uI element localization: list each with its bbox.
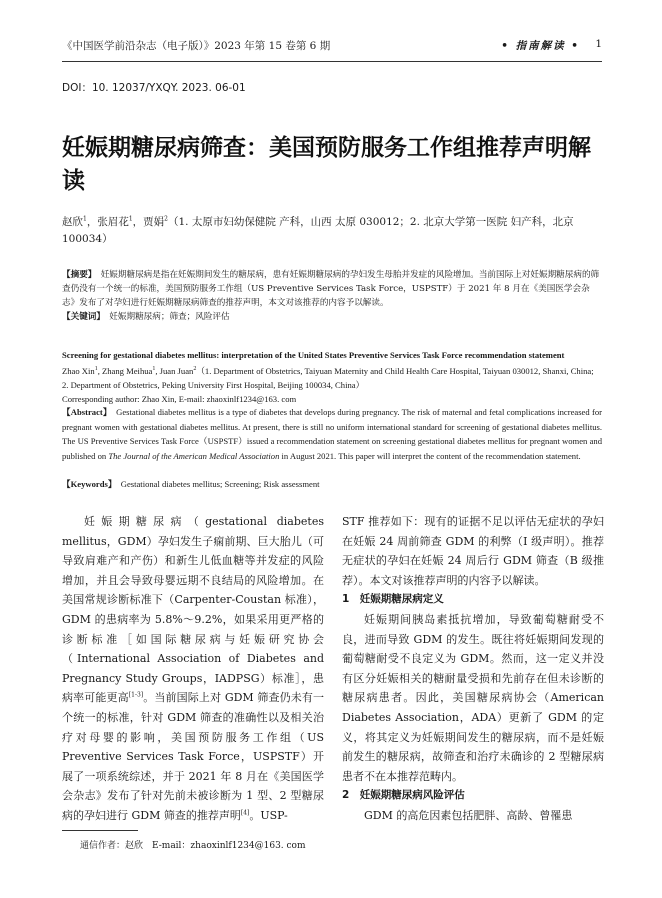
keywords-text: 妊娠期糖尿病；筛查；风险评估 bbox=[109, 312, 230, 322]
english-affiliations: （1. Department of Obstetrics, Taiyuan Maternity and Child Health Care Hospital, Taiyuan 030012, Shanxi, China; 2. Department of Obstetrics, Peking University First Hospital, Beijing 100034, China） bbox=[62, 366, 594, 391]
english-keywords-label: 【Keywords】 bbox=[62, 479, 113, 489]
article-title: 妊娠期糖尿病筛查：美国预防服务工作组推荐声明解读 bbox=[62, 135, 591, 194]
definition-paragraph: 妊娠期间胰岛素抵抗增加，导致葡萄糖耐受不良，进而导致 GDM 的发生。既往将妊娠期间发现的葡萄糖耐受不良定义为 GDM。然而，这一定义并没有区分妊娠相关的糖耐量受损和先前存在但未诊断的糖尿病患者。因此，美国糖尿病协会（American Diabetes Association，ADA）更新了 GDM 的定义，将其定义为妊娠期间发生的糖尿病，而不是妊娠前发生的糖尿病，故筛查和治疗未确诊的 2 型糖尿病患者不在本推荐范畴内。 bbox=[342, 612, 604, 783]
author-2: ，张眉花 bbox=[86, 216, 129, 228]
body-column-left bbox=[62, 512, 324, 826]
english-corresponding: Corresponding author: Zhao Xin, E-mail: zhaoxinlf1234@163. com bbox=[62, 394, 297, 405]
abstract-chinese bbox=[62, 268, 602, 324]
abstract-text: 妊娠期糖尿病是指在妊娠期间发生的糖尿病，患有妊娠期糖尿病的孕妇发生母胎并发症的风险增加。当前国际上对妊娠期糖尿病的筛查仍没有一个统一的标准，美国预防服务工作组（US Preventive Services Task Force，USPSTF）于 2021 年 8 月在《美国医学会杂志》发布了对孕妇进行妊娠期糖尿病筛查的推荐声明，本文对该推荐的内容予以解读。 bbox=[62, 270, 600, 308]
section-heading-1: 1 妊娠期糖尿病定义 bbox=[342, 593, 444, 606]
abstract-label: 【摘要】 bbox=[62, 270, 93, 280]
author-1: 赵欣 bbox=[62, 216, 83, 228]
citation-ref: [4] bbox=[240, 809, 250, 817]
doi: DOI：10. 12037/YXQY. 2023. 06-01 bbox=[62, 82, 246, 94]
keywords-label: 【关键词】 bbox=[62, 312, 101, 322]
english-abstract-label: 【Abstract】 bbox=[62, 407, 108, 417]
journal-citation: 《中国医学前沿杂志（电子版）》2023 年第 15 卷第 6 期 bbox=[62, 40, 331, 52]
intro-paragraph: 妊娠期糖尿病（gestational diabetes mellitus，GDM）孕妇发生子痫前期、巨大胎儿（可导致肩难产和产伤）和新生儿低血糖等并发症的风险增加，并且会导致母婴远期不良结局的风险增加。在美国常规诊断标准下（Carpenter-Coustan 标准），GDM 的患病率为 5.8%～9.2%，如果采用更严格的诊断标准［如国际糖尿病与妊娠研究协会（International Association of Diabetes and Pregnancy Study Groups，IADPSG）标准］，患病率可能更高[1-3]。当前国际上对 GDM 筛查仍未有一个统一的标准，针对 GDM 筛查的准确性以及相关治疗对母婴的影响，美国预防服务工作组（US Preventive Services Task Force，USPSTF）开展了一项系统综述，并于 2021 年 8 月在《美国医学会杂志》发布了针对先前未被诊断为 1 型、2 型糖尿病的孕妇进行 GDM 筛查的推荐声明[4]。USP- bbox=[62, 515, 324, 822]
page-number: 1 bbox=[595, 38, 602, 50]
corresponding-footnote: 通信作者：赵欣 E-mail：zhaoxinlf1234@163. com bbox=[80, 841, 306, 851]
footnote-divider bbox=[62, 830, 138, 831]
section-label: • 指南解读 • bbox=[501, 40, 580, 52]
english-title: Screening for gestational diabetes mellitus: interpretation of the United States Preventive Services Task Force recommendation statement bbox=[62, 350, 565, 360]
intro-paragraph-continued: STF 推荐如下：现有的证据不足以评估无症状的孕妇在妊娠 24 周前筛查 GDM 的利弊（I 级声明）。推荐无症状的孕妇在妊娠 24 周后行 GDM 筛查（B 级推荐）。本文对该推荐声明的内容予以解读。 bbox=[342, 515, 604, 587]
body-column-right bbox=[342, 512, 604, 826]
section-heading-2: 2 妊娠期糖尿病风险评估 bbox=[342, 789, 465, 802]
citation-ref: [1-3] bbox=[128, 691, 144, 699]
journal-name: The Journal of the American Medical Association bbox=[108, 450, 280, 461]
header-divider bbox=[62, 61, 602, 62]
english-authors: Zhao Xin$^1$, Zhang Meihua$^1$, Juan Juan$^2$（1. Department of Obstetrics, Taiyuan Maternity and Child Health Care Hospital, Taiyuan 030012, Shanxi, China; 2. Department of Obstetrics, Peking University First Hospital, Beijing 100034, China） Corresponding author: Zhao Xin, E-mail: zhaoxinlf1234@163. com bbox=[62, 364, 602, 407]
author-list: 赵欣$^1$，张眉花$^1$，贾娟$^2$（1. 太原市妇幼保健院 产科，山西 太原 030012；2. 北京大学第一医院 妇产科，北京 100034） bbox=[62, 215, 574, 245]
author-3: ，贾娟 bbox=[132, 216, 165, 228]
english-keywords: 【Keywords】 Gestational diabetes mellitus; Screening; Risk assessment bbox=[62, 479, 320, 489]
author-affiliations: （1. 太原市妇幼保健院 产科，山西 太原 030012；2. 北京大学第一医院 妇产科，北京 100034） bbox=[62, 216, 574, 245]
english-abstract: 【Abstract】 Gestational diabetes mellitus is a type of diabetes that develops during pregnancy. The risk of maternal and fetal complications increased for pregnant women with gestational diabetes mellitus. At present, there is still no uniform international standard for screening of gestational diabetes mellitus. The US Preventive Services Task Force（USPSTF）issued a recommendation statement on screening gestational diabetes mellitus for pregnant women and published on The Journal of the American Medical Association in August 2021. This paper will interpret the content of the recommendation statement. bbox=[62, 407, 602, 461]
running-head bbox=[62, 38, 602, 54]
risk-paragraph: GDM 的高危因素包括肥胖、高龄、曾罹患 bbox=[364, 808, 573, 822]
